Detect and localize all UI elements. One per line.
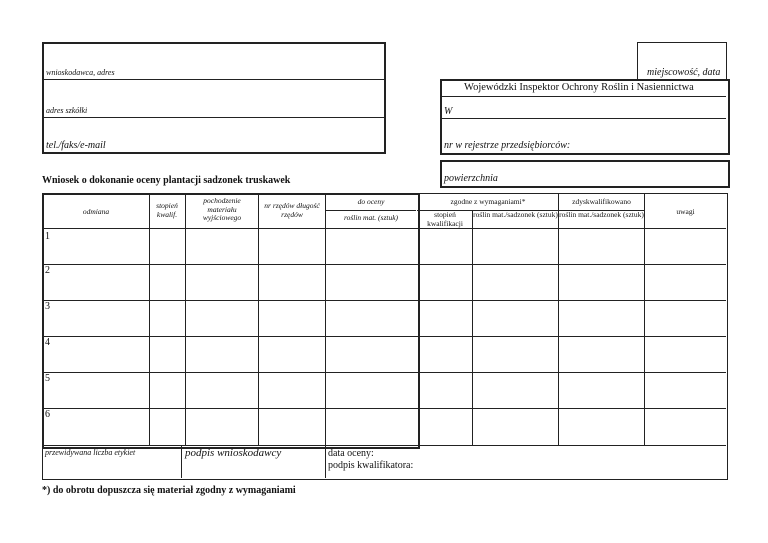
column-header-notes: uwagi — [676, 207, 695, 216]
row-number: 4 — [45, 337, 50, 348]
register-number-field[interactable]: nr w rejestrze przedsiębiorców: — [444, 140, 571, 151]
assessor-signature-field[interactable]: podpis kwalifikatora: — [328, 460, 414, 471]
divider — [44, 117, 384, 118]
column-header-plants-to-assess: roślin mat. (sztuk) — [343, 213, 399, 222]
divider — [442, 118, 726, 119]
column-header-rows: nr rzędów długość rzędów — [264, 201, 320, 219]
divider — [442, 96, 726, 97]
row-number: 2 — [45, 265, 50, 276]
column-header-disqualified-plants: roślin mat./sadzonek (sztuk) — [559, 210, 644, 219]
labels-count-field[interactable]: przewidywana liczba etykiet — [45, 448, 136, 457]
column-header-degree: stopień kwalif. — [156, 201, 178, 219]
area-field[interactable]: powierzchnia — [444, 173, 498, 184]
contact-field[interactable]: tel./faks/e-mail — [46, 140, 106, 151]
form-title: Wniosek o dokonanie oceny plantacji sadzonek truskawek — [42, 175, 291, 186]
column-group-compliant: zgodne z wymaganiami* — [450, 197, 526, 206]
place-date-field[interactable]: miejscowość, data — [647, 67, 721, 78]
column-header-compliant-plants: roślin mat./sadzonek (sztuk) — [473, 210, 558, 219]
nursery-address-field[interactable]: adres szkółki — [46, 106, 88, 115]
recipient-city-field[interactable]: W — [444, 106, 453, 117]
applicant-box — [42, 42, 386, 154]
row-number: 3 — [45, 301, 50, 312]
column-header-variety: odmiana — [82, 207, 110, 216]
divider — [44, 79, 384, 80]
applicant-table-section — [42, 193, 420, 449]
row-number: 1 — [45, 231, 50, 242]
column-group-to-assess: do oceny — [357, 197, 385, 206]
footnote: *) do obrotu dopuszcza się materiał zgodny z wymaganiami — [42, 485, 296, 496]
column-header-origin: pochodzenie materiału wyjściowego — [202, 196, 242, 223]
row-number: 5 — [45, 373, 50, 384]
assessment-date-field[interactable]: data oceny: — [328, 448, 374, 459]
recipient-title: Wojewódzki Inspektor Ochrony Roślin i Nasiennictwa — [464, 82, 694, 93]
row-number: 6 — [45, 409, 50, 420]
column-group-disqualified: zdyskwalifikowano — [572, 197, 631, 206]
applicant-address-field[interactable]: wnioskodawca, adres — [46, 68, 115, 77]
applicant-signature-field[interactable]: podpis wnioskodawcy — [185, 447, 282, 459]
column-header-compliant-degree: stopień kwalifikacji — [427, 210, 463, 228]
